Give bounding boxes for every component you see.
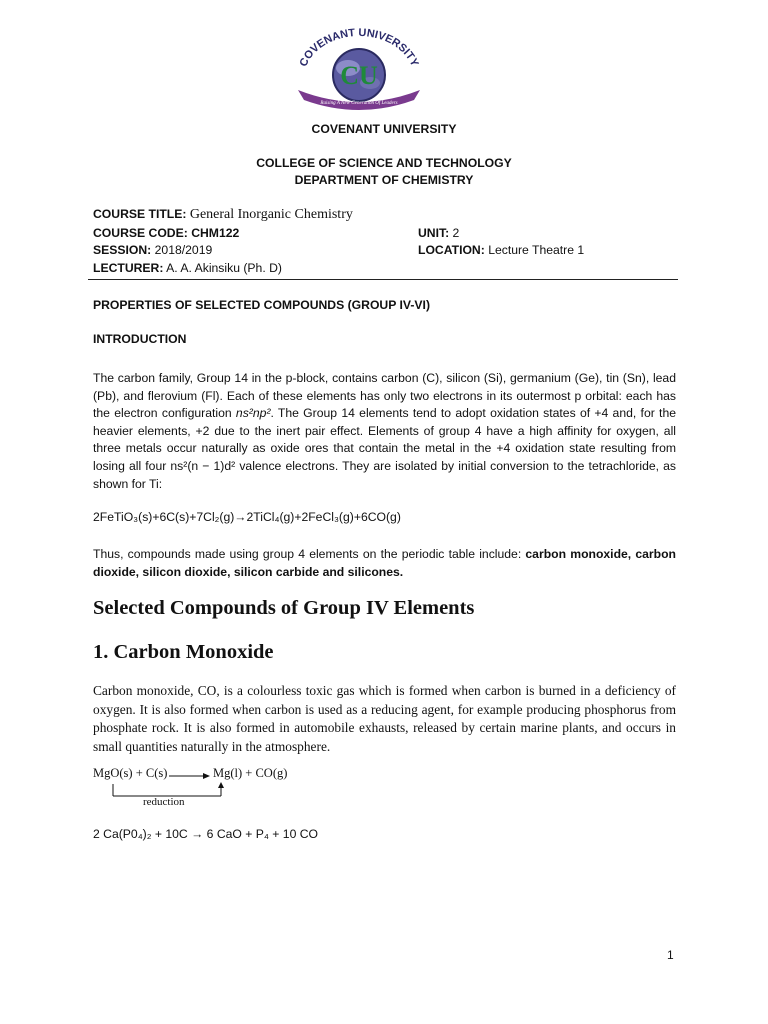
introduction-heading: INTRODUCTION (93, 332, 187, 346)
reaction-reactants: MgO(s) + C(s) (93, 766, 168, 780)
unit-label: UNIT: (418, 226, 450, 240)
course-title (93, 207, 353, 223)
intro-paragraph (93, 370, 676, 493)
location-value: Lecture Theatre 1 (488, 243, 585, 257)
college-department (0, 155, 768, 189)
course-code-value: CHM122 (191, 226, 240, 240)
reaction-products: Mg(l) + CO(g) (213, 766, 288, 780)
course-title-label: COURSE TITLE: (93, 207, 187, 221)
university-name: COVENANT UNIVERSITY (311, 122, 457, 136)
session (93, 243, 212, 257)
course-code (93, 226, 239, 240)
phosphorus-equation: 2 Ca(P0₄)₂ + 10C → 6 CaO + P₄ + 10 CO (93, 827, 319, 841)
session-label: SESSION: (93, 243, 152, 257)
section-heading: Selected Compounds of Group IV Elements (93, 597, 475, 619)
compounds-text: Thus, compounds made using group 4 elements on the periodic table include: (93, 547, 526, 561)
logo-motto: Raising A New Generation Of Leaders (320, 101, 398, 106)
location (418, 243, 584, 257)
carbon-monoxide-heading: 1. Carbon Monoxide (93, 641, 274, 663)
header-divider (88, 279, 678, 280)
logo-monogram: CU (340, 61, 378, 90)
intro-text-part1: The carbon family, Group 14 in the p-block, contains carbon (C), silicon (Si), germanium (Ge), tin (Sn), lead (Pb), and flerovium (Fl). Each of these elements has only two electrons in its outermost p orbital: each has the electron configuration (93, 371, 676, 421)
college-name: COLLEGE OF SCIENCE AND TECHNOLOGY (256, 156, 512, 170)
intro-text-part2: . The Group 14 elements tend to adopt oxidation states of +4 and, for the heavier elements, +2 due to the inert pair effect. Elements of group 4 have a high affinity for oxygen, all three metals occur naturally as oxide ores that contain the metal in the +4 oxidation state resulting from losing all four ns²(n − 1)d² valence electrons. They are isolated by initial conversion to the tetrachloride, as shown for Ti: (93, 406, 676, 491)
titanium-equation: 2FeTiO₃(s)+6C(s)+7Cl₂(g)→2TiCl₄(g)+2FeCl₃(g)+6CO(g) (93, 510, 401, 524)
compounds-list: carbon monoxide, carbon dioxide, silicon dioxide, silicon carbide and silicones. (93, 547, 676, 579)
reduction-label: reduction (143, 796, 185, 808)
department-name: DEPARTMENT OF CHEMISTRY (294, 173, 474, 187)
logo-arc-text: COVENANT UNIVERSITY (297, 28, 421, 69)
lecturer-value: A. A. Akinsiku (Ph. D) (166, 261, 282, 275)
compounds-paragraph (93, 546, 676, 581)
unit-value: 2 (452, 226, 460, 240)
location-label: LOCATION: (418, 243, 485, 257)
lecturer (93, 261, 282, 275)
electron-configuration: ns²np² (235, 406, 271, 421)
unit (418, 226, 459, 240)
page-number: 1 (667, 948, 674, 962)
course-title-value: General Inorganic Chemistry (189, 207, 353, 222)
section-title: PROPERTIES OF SELECTED COMPOUNDS (GROUP IV-VI) (93, 298, 431, 312)
session-value: 2018/2019 (154, 243, 213, 257)
covenant-university-logo (286, 28, 432, 110)
carbon-monoxide-paragraph: Carbon monoxide, CO, is a colourless toxic gas which is formed when carbon is burned in a deficiency of oxygen. It is also formed when carbon is used as a reducing agent, for example producing phosphorus from phosphate rock. It is also formed in automobile exhausts, released by certain marine plants, and occurs in small quantities naturally in the atmosphere. (93, 683, 676, 754)
course-code-label: COURSE CODE: (93, 226, 188, 240)
lecturer-label: LECTURER: (93, 261, 164, 275)
reduction-reaction (93, 766, 333, 816)
